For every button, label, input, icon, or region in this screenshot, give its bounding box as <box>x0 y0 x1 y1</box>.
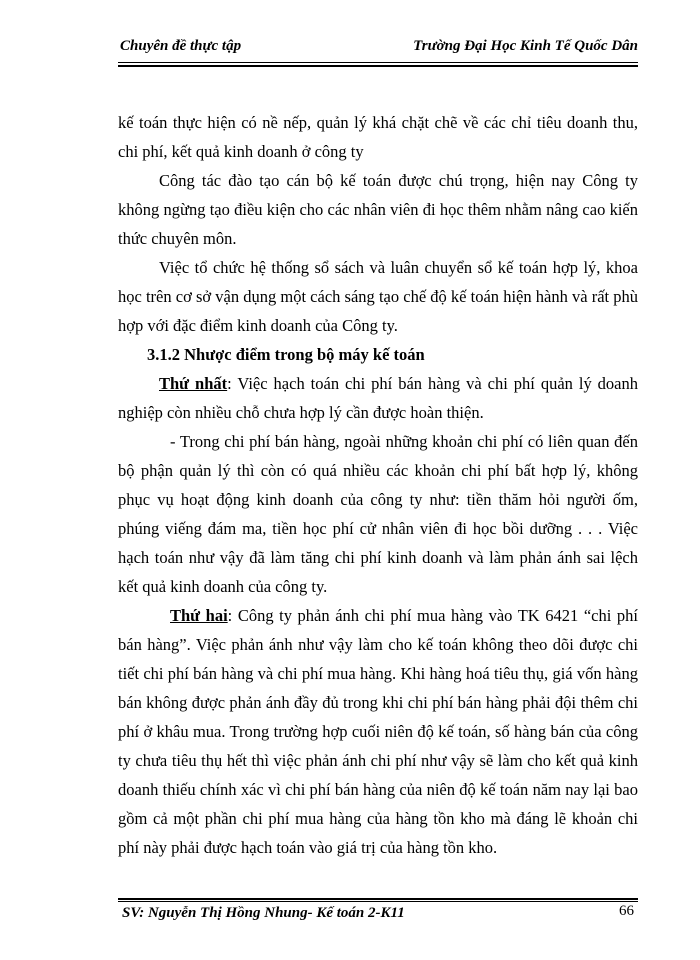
footer-rule-thick <box>118 898 638 900</box>
paragraph-2: Công tác đào tạo cán bộ kế toán được chú trọng, hiện nay Công ty không ngừng tạo điều kiện cho các nhân viên đi học thêm nhằm nâng cao kiến thức chuyên môn. <box>118 171 638 248</box>
section-heading: 3.1.2 Nhược điểm trong bộ máy kế toán <box>147 345 425 364</box>
body-text <box>118 108 638 862</box>
paragraph-1: kế toán thực hiện có nề nếp, quản lý khá chặt chẽ về các chỉ tiêu doanh thu, chi phí, kết quả kinh doanh ở công ty <box>118 113 638 161</box>
header-left-title: Chuyên đề thực tập <box>120 38 242 54</box>
paragraph-6-text: : Công ty phản ánh chi phí mua hàng vào TK 6421 “chi phí bán hàng”. Việc phản ánh như vậy làm cho kế toán không theo dõi được chi tiết chi phí bán hàng và chi phí mua hàng. Khi hàng hoá tiêu thụ, giá vốn hàng bán không được phản ánh đầy đủ trong khi chi phí bán hàng phải đội thêm chi phí ở khâu mua. Trong trường hợp cuối niên độ kế toán, số hàng bán của công ty chưa tiêu thụ hết thì việc phản ánh chi phí như vậy sẽ làm cho kết quả kinh doanh thiếu chính xác vì chi phí bán hàng của niên độ kế toán năm nay lại bao gồm cả một phần chi phí mua hàng của hàng tồn kho mà đáng lẽ khoản chi phí này phải được hạch toán vào giá trị của hàng tồn kho. <box>118 606 638 857</box>
paragraph-4 <box>118 369 638 427</box>
footer-author: SV: Nguyễn Thị Hồng Nhung- Kế toán 2-K11 <box>122 905 405 921</box>
page-header <box>118 38 638 62</box>
header-right-title: Trường Đại Học Kinh Tế Quốc Dân <box>413 38 638 54</box>
footer-rule <box>118 901 638 902</box>
paragraph-6 <box>118 601 638 862</box>
header-rule-thick <box>118 65 638 67</box>
paragraph-4-label: Thứ nhất <box>159 374 228 393</box>
paragraph-3: Việc tổ chức hệ thống sổ sách và luân chuyển sổ kế toán hợp lý, khoa học trên cơ sở vận dụng một cách sáng tạo chế độ kế toán hiện hành và rất phù hợp với đặc điểm kinh doanh của Công ty. <box>118 258 638 335</box>
paragraph-4-text: : Việc hạch toán chi phí bán hàng và chi phí quản lý doanh nghiệp còn nhiều chỗ chưa hợp lý cần được hoàn thiện. <box>118 374 638 422</box>
page-footer <box>118 903 638 927</box>
paragraph-6-label: Thứ hai <box>170 606 228 625</box>
page-number: 66 <box>619 903 634 919</box>
paragraph-5: - Trong chi phí bán hàng, ngoài những khoản chi phí có liên quan đến bộ phận quản lý thì còn có quá nhiều các khoản chi phí bất hợp lý, không phục vụ hoạt động kinh doanh của công ty như: tiền thăm hỏi người ốm, phúng viếng đám ma, tiền học phí cử nhân viên đi học bồi dưỡng . . . Việc hạch toán như vậy đã làm tăng chi phí kinh doanh và làm phản ánh sai lệch kết quả kinh doanh của công ty. <box>118 432 638 596</box>
header-rule <box>118 62 638 63</box>
